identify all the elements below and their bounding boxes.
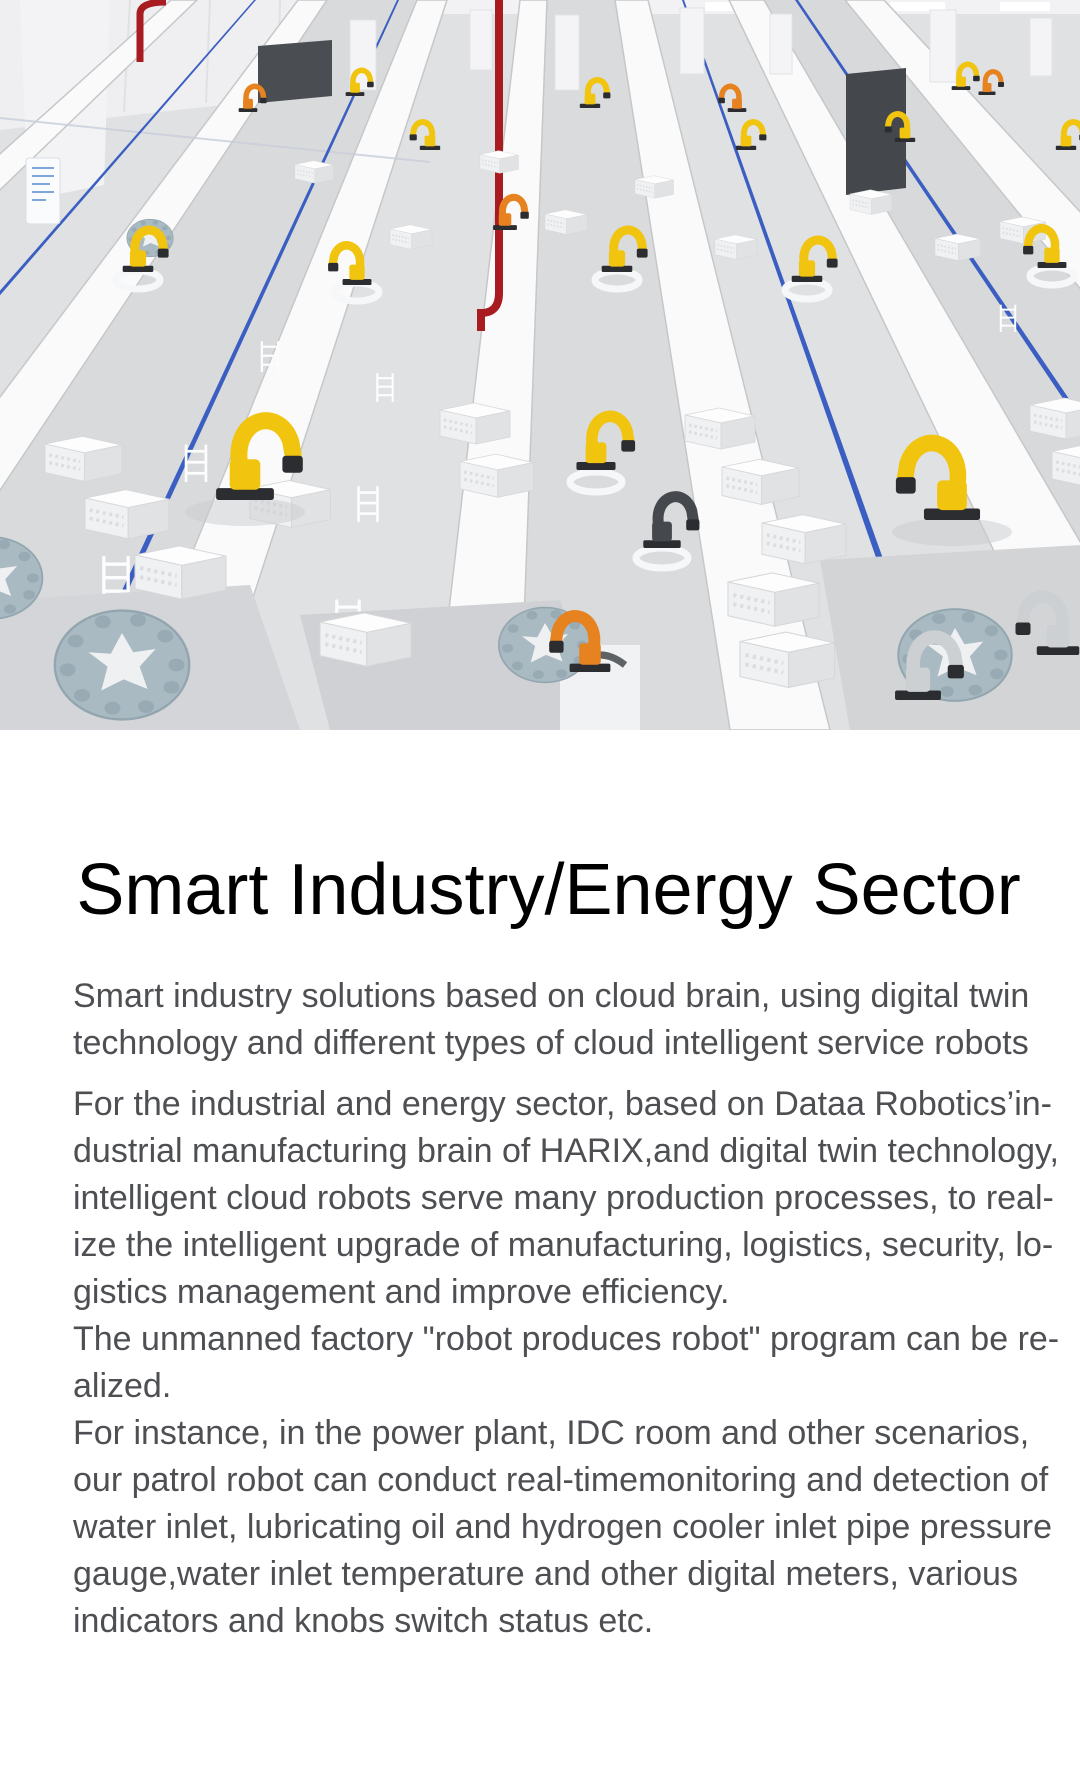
- text-line: gauge,water inlet temperature and other digital meters, various: [73, 1555, 1018, 1593]
- text-line: water inlet, lubricating oil and hydrogen cooler inlet pipe pressure: [73, 1508, 1053, 1546]
- text-line: intelligent cloud robots serve many production processes, to real-: [73, 1179, 1054, 1217]
- factory-image: [0, 0, 1080, 730]
- factory-scene-image: [0, 0, 1080, 730]
- wall-sign: [26, 158, 60, 224]
- article-section: [0, 852, 1080, 1645]
- text-line: For the industrial and energy sector, based on Dataa Robotics’in-: [73, 1085, 1052, 1123]
- text-line: ize the intelligent upgrade of manufacturing, logistics, security, lo-: [73, 1226, 1054, 1264]
- text-line: For instance, in the power plant, IDC room and other scenarios,: [73, 1414, 1030, 1452]
- article-subtitle: [73, 973, 1030, 1067]
- text-line: The unmanned factory "robot produces robot" program can be re-: [73, 1320, 1060, 1358]
- text-line: our patrol robot can conduct real-timemonitoring and detection of: [73, 1461, 1049, 1499]
- article-body: [73, 1081, 1060, 1645]
- text-line: Smart industry solutions based on cloud brain, using digital twin: [73, 977, 1030, 1015]
- text-line: dustrial manufacturing brain of HARIX,and digital twin technology,: [73, 1132, 1059, 1170]
- text-line: alized.: [73, 1367, 172, 1405]
- text-line: technology and different types of cloud intelligent service robots: [73, 1024, 1029, 1062]
- text-line: indicators and knobs switch status etc.: [73, 1602, 654, 1640]
- text-line: gistics management and improve efficiency.: [73, 1273, 730, 1311]
- page-title: Smart Industry/Energy Sector: [76, 850, 1021, 930]
